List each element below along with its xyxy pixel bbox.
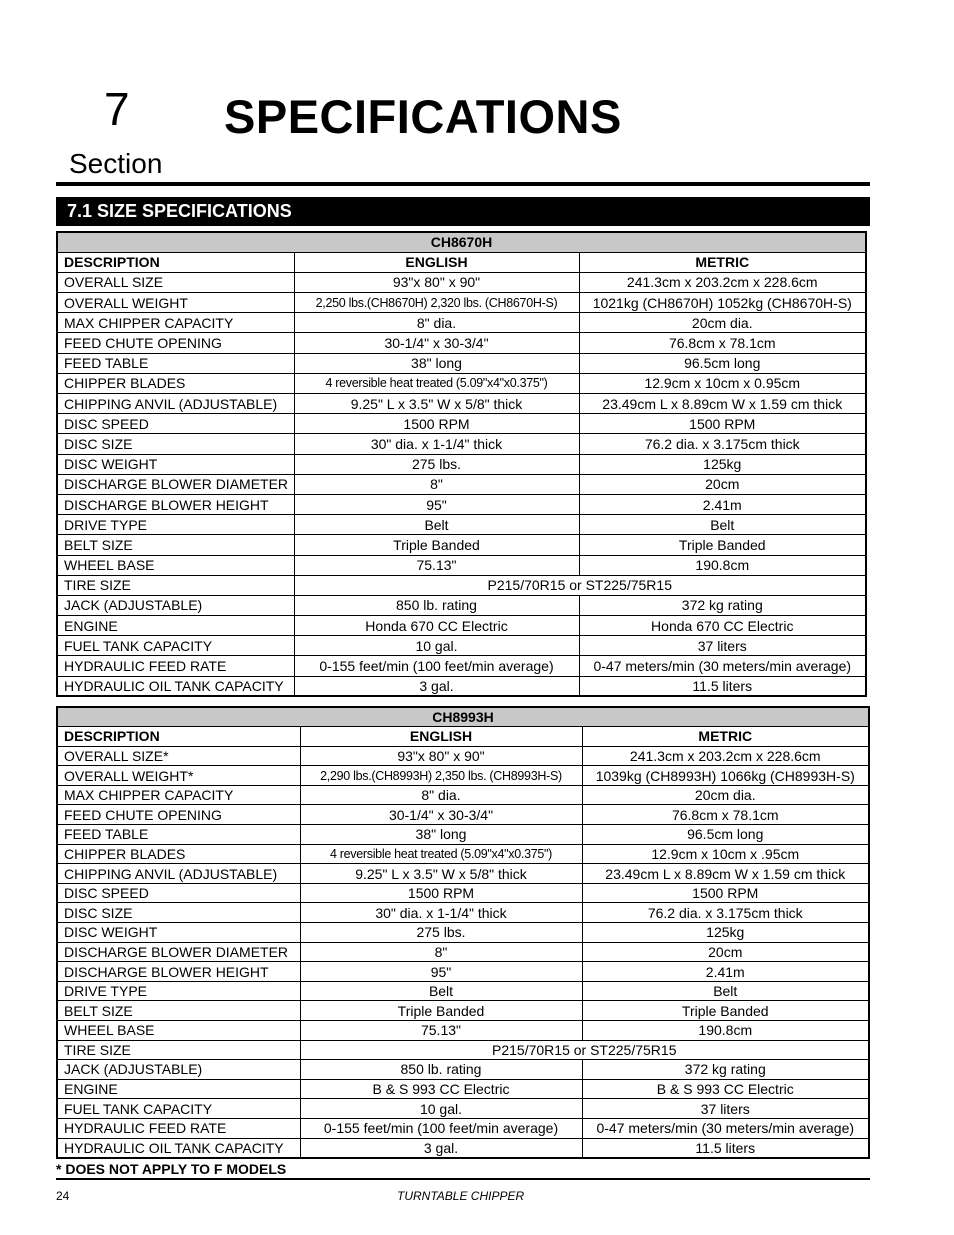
table-row — [57, 494, 866, 514]
spec-metric: B & S 993 CC Electric — [582, 1079, 869, 1099]
spec-metric: 1039kg (CH8993H) 1066kg (CH8993H-S) — [582, 766, 869, 786]
table-row — [57, 535, 866, 555]
spec-metric: Belt — [582, 981, 869, 1001]
table-row — [57, 785, 869, 805]
spec-description: TIRE SIZE — [57, 1040, 300, 1060]
spec-metric: 23.49cm L x 8.89cm W x 1.59 cm thick — [582, 864, 869, 884]
spec-description: HYDRAULIC FEED RATE — [57, 1118, 300, 1138]
spec-description: JACK (ADJUSTABLE) — [57, 1060, 300, 1080]
spec-description: DISCHARGE BLOWER DIAMETER — [57, 942, 300, 962]
table-row — [57, 272, 866, 292]
spec-english: 850 lb. rating — [294, 595, 579, 615]
table-row — [57, 616, 866, 636]
column-header: ENGLISH — [294, 252, 579, 272]
subsection-banner: 7.1 SIZE SPECIFICATIONS — [56, 197, 870, 226]
table-row — [57, 373, 866, 393]
table-row — [57, 766, 869, 786]
table-row — [57, 883, 869, 903]
spec-description: BELT SIZE — [57, 535, 294, 555]
spec-description: DISCHARGE BLOWER HEIGHT — [57, 494, 294, 514]
model-header-row — [57, 232, 866, 252]
spec-metric: 76.8cm x 78.1cm — [582, 805, 869, 825]
table-row — [57, 454, 866, 474]
spec-english: 75.13" — [294, 555, 579, 575]
spec-english: 8" dia. — [294, 313, 579, 333]
spec-metric: 23.49cm L x 8.89cm W x 1.59 cm thick — [579, 394, 866, 414]
spec-metric: 372 kg rating — [579, 595, 866, 615]
model-name: CH8993H — [57, 707, 869, 727]
spec-metric: 20cm dia. — [579, 313, 866, 333]
spec-metric: 241.3cm x 203.2cm x 228.6cm — [582, 746, 869, 766]
table-row — [57, 474, 866, 494]
spec-description: FUEL TANK CAPACITY — [57, 1099, 300, 1119]
table-row — [57, 676, 866, 696]
spec-description: OVERALL WEIGHT — [57, 293, 294, 313]
spec-english: 850 lb. rating — [300, 1060, 582, 1080]
model-name: CH8670H — [57, 232, 866, 252]
section-label: Section — [69, 148, 163, 179]
table-row — [57, 1040, 869, 1060]
spec-description: WHEEL BASE — [57, 555, 294, 575]
table-row — [57, 942, 869, 962]
table-row — [57, 575, 866, 595]
spec-metric: 12.9cm x 10cm x .95cm — [582, 844, 869, 864]
spec-english: 1500 RPM — [294, 414, 579, 434]
table-row — [57, 1079, 869, 1099]
footer-rule — [56, 1178, 870, 1180]
table-row — [57, 1001, 869, 1021]
spec-description: DRIVE TYPE — [57, 515, 294, 535]
spec-english: 95" — [294, 494, 579, 514]
spec-metric: 11.5 liters — [582, 1138, 869, 1158]
table-row — [57, 981, 869, 1001]
spec-english: 8" dia. — [300, 785, 582, 805]
spec-english: 10 gal. — [300, 1099, 582, 1119]
spec-metric: 37 liters — [582, 1099, 869, 1119]
spec-english: 275 lbs. — [300, 923, 582, 943]
spec-description: CHIPPER BLADES — [57, 844, 300, 864]
header-rule — [56, 182, 870, 186]
table-row — [57, 1138, 869, 1158]
spec-description: CHIPPING ANVIL (ADJUSTABLE) — [57, 394, 294, 414]
spec-english: 30" dia. x 1-1/4" thick — [294, 434, 579, 454]
spec-english: 30-1/4" x 30-3/4" — [300, 805, 582, 825]
spec-metric: 1500 RPM — [579, 414, 866, 434]
spec-description: ENGINE — [57, 616, 294, 636]
table-row — [57, 1021, 869, 1041]
table-row — [57, 1099, 869, 1119]
spec-english: 30-1/4" x 30-3/4" — [294, 333, 579, 353]
spec-description: OVERALL SIZE — [57, 272, 294, 292]
table-row — [57, 656, 866, 676]
table-row — [57, 515, 866, 535]
spec-english: Honda 670 CC Electric — [294, 616, 579, 636]
spec-metric: Triple Banded — [579, 535, 866, 555]
spec-english: 4 reversible heat treated (5.09"x4"x0.375") — [300, 844, 582, 864]
spec-description: FEED CHUTE OPENING — [57, 333, 294, 353]
spec-metric: 76.2 dia. x 3.175cm thick — [582, 903, 869, 923]
spec-description: DISC SPEED — [57, 883, 300, 903]
spec-english: 2,250 lbs.(CH8670H) 2,320 lbs. (CH8670H-S) — [294, 293, 579, 313]
spec-description: MAX CHIPPER CAPACITY — [57, 785, 300, 805]
table-row — [57, 825, 869, 845]
spec-english: 3 gal. — [294, 676, 579, 696]
spec-metric: 76.2 dia. x 3.175cm thick — [579, 434, 866, 454]
column-header: DESCRIPTION — [57, 727, 300, 747]
spec-metric: 20cm — [582, 942, 869, 962]
spec-description: FEED TABLE — [57, 353, 294, 373]
spec-metric: 96.5cm long — [579, 353, 866, 373]
spec-description: DISC SIZE — [57, 903, 300, 923]
table-row — [57, 353, 866, 373]
spec-metric: 11.5 liters — [579, 676, 866, 696]
spec-metric: 96.5cm long — [582, 825, 869, 845]
spec-english: 10 gal. — [294, 636, 579, 656]
table-row — [57, 555, 866, 575]
spec-description: OVERALL WEIGHT* — [57, 766, 300, 786]
spec-description: FUEL TANK CAPACITY — [57, 636, 294, 656]
spec-english: 30" dia. x 1-1/4" thick — [300, 903, 582, 923]
spec-english: 1500 RPM — [300, 883, 582, 903]
spec-description: DISC WEIGHT — [57, 923, 300, 943]
spec-value-merged: P215/70R15 or ST225/75R15 — [294, 575, 866, 595]
table-row — [57, 864, 869, 884]
section-number: 7 — [104, 83, 130, 135]
spec-metric: 372 kg rating — [582, 1060, 869, 1080]
spec-english: 0-155 feet/min (100 feet/min average) — [294, 656, 579, 676]
spec-english: Triple Banded — [300, 1001, 582, 1021]
spec-value-merged: P215/70R15 or ST225/75R15 — [300, 1040, 869, 1060]
spec-description: HYDRAULIC OIL TANK CAPACITY — [57, 1138, 300, 1158]
page-number: 24 — [56, 1189, 70, 1203]
spec-english: 9.25" L x 3.5" W x 5/8" thick — [294, 394, 579, 414]
spec-metric: Honda 670 CC Electric — [579, 616, 866, 636]
column-header: METRIC — [582, 727, 869, 747]
spec-metric: 20cm dia. — [582, 785, 869, 805]
table-row — [57, 746, 869, 766]
page-title: SPECIFICATIONS — [224, 90, 622, 143]
spec-english: 4 reversible heat treated (5.09"x4"x0.375") — [294, 373, 579, 393]
spec-english: 93"x 80" x 90" — [300, 746, 582, 766]
spec-metric: 125kg — [582, 923, 869, 943]
spec-metric: 37 liters — [579, 636, 866, 656]
spec-description: FEED TABLE — [57, 825, 300, 845]
spec-description: ENGINE — [57, 1079, 300, 1099]
table-row — [57, 414, 866, 434]
footnote: * DOES NOT APPLY TO F MODELS — [56, 1161, 287, 1177]
table-row — [57, 595, 866, 615]
spec-metric: 12.9cm x 10cm x 0.95cm — [579, 373, 866, 393]
spec-metric: Triple Banded — [582, 1001, 869, 1021]
spec-description: HYDRAULIC OIL TANK CAPACITY — [57, 676, 294, 696]
spec-english: 2,290 lbs.(CH8993H) 2,350 lbs. (CH8993H-S) — [300, 766, 582, 786]
spec-metric: 0-47 meters/min (30 meters/min average) — [579, 656, 866, 676]
table-row — [57, 293, 866, 313]
spec-description: WHEEL BASE — [57, 1021, 300, 1041]
column-header: METRIC — [579, 252, 866, 272]
spec-english: 8" — [294, 474, 579, 494]
spec-english: Belt — [300, 981, 582, 1001]
spec-metric: 1500 RPM — [582, 883, 869, 903]
table-row — [57, 903, 869, 923]
spec-metric: 2.41m — [582, 962, 869, 982]
spec-metric: 20cm — [579, 474, 866, 494]
table-row — [57, 805, 869, 825]
spec-english: 95" — [300, 962, 582, 982]
spec-english: 75.13" — [300, 1021, 582, 1041]
spec-description: TIRE SIZE — [57, 575, 294, 595]
table-row — [57, 844, 869, 864]
spec-description: DISCHARGE BLOWER HEIGHT — [57, 962, 300, 982]
table-row — [57, 1060, 869, 1080]
spec-metric: 0-47 meters/min (30 meters/min average) — [582, 1118, 869, 1138]
spec-metric: 125kg — [579, 454, 866, 474]
spec-description: DRIVE TYPE — [57, 981, 300, 1001]
table-row — [57, 962, 869, 982]
spec-metric: 2.41m — [579, 494, 866, 514]
spec-english: Belt — [294, 515, 579, 535]
spec-description: DISC SIZE — [57, 434, 294, 454]
footer-title: TURNTABLE CHIPPER — [397, 1189, 525, 1203]
spec-english: 9.25" L x 3.5" W x 5/8" thick — [300, 864, 582, 884]
spec-description: OVERALL SIZE* — [57, 746, 300, 766]
table-row — [57, 333, 866, 353]
spec-description: JACK (ADJUSTABLE) — [57, 595, 294, 615]
spec-description: BELT SIZE — [57, 1001, 300, 1021]
spec-description: DISC WEIGHT — [57, 454, 294, 474]
spec-table-ch8670h — [56, 231, 867, 697]
spec-metric: Belt — [579, 515, 866, 535]
table-row — [57, 394, 866, 414]
spec-description: CHIPPER BLADES — [57, 373, 294, 393]
spec-metric: 190.8cm — [579, 555, 866, 575]
spec-description: DISC SPEED — [57, 414, 294, 434]
table-row — [57, 313, 866, 333]
spec-metric: 76.8cm x 78.1cm — [579, 333, 866, 353]
spec-english: 275 lbs. — [294, 454, 579, 474]
spec-description: DISCHARGE BLOWER DIAMETER — [57, 474, 294, 494]
spec-english: 3 gal. — [300, 1138, 582, 1158]
spec-english: 38" long — [294, 353, 579, 373]
table-row — [57, 636, 866, 656]
spec-english: B & S 993 CC Electric — [300, 1079, 582, 1099]
column-header-row — [57, 252, 866, 272]
spec-description: MAX CHIPPER CAPACITY — [57, 313, 294, 333]
spec-english: 8" — [300, 942, 582, 962]
column-header-row — [57, 727, 869, 747]
spec-english: 93"x 80" x 90" — [294, 272, 579, 292]
spec-english: Triple Banded — [294, 535, 579, 555]
column-header: ENGLISH — [300, 727, 582, 747]
spec-english: 0-155 feet/min (100 feet/min average) — [300, 1118, 582, 1138]
table-row — [57, 1118, 869, 1138]
table-row — [57, 434, 866, 454]
spec-metric: 190.8cm — [582, 1021, 869, 1041]
spec-description: CHIPPING ANVIL (ADJUSTABLE) — [57, 864, 300, 884]
spec-metric: 241.3cm x 203.2cm x 228.6cm — [579, 272, 866, 292]
spec-description: FEED CHUTE OPENING — [57, 805, 300, 825]
model-header-row — [57, 707, 869, 727]
spec-metric: 1021kg (CH8670H) 1052kg (CH8670H-S) — [579, 293, 866, 313]
column-header: DESCRIPTION — [57, 252, 294, 272]
spec-description: HYDRAULIC FEED RATE — [57, 656, 294, 676]
table-row — [57, 923, 869, 943]
spec-english: 38" long — [300, 825, 582, 845]
spec-table-ch8993h — [56, 706, 870, 1159]
